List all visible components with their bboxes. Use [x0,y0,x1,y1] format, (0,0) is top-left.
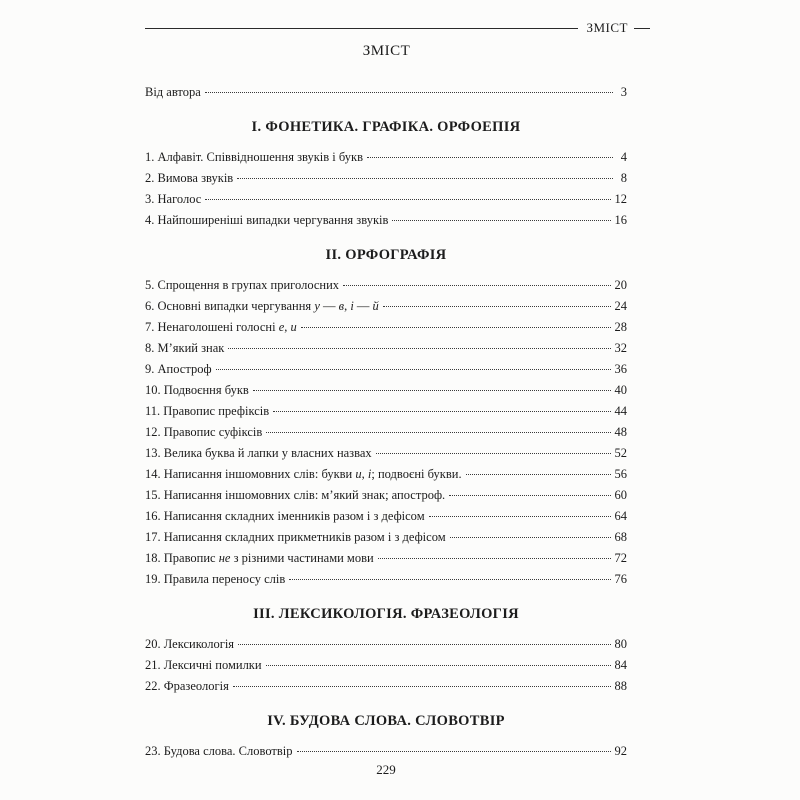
toc-entry-page: 60 [614,488,627,502]
page-title: ЗМІСТ [362,43,411,59]
section-heading: II. ОРФОГРАФІЯ [325,247,447,263]
dot-leader [383,306,611,307]
toc-entry-page: 72 [614,551,627,565]
toc-entry-page: 64 [614,509,627,523]
toc-entry[interactable] [145,527,627,548]
section-spacer [145,266,627,275]
toc-entry-title: 5. Спрощення в групах приголосних [145,278,340,292]
page-number: 229 [376,762,396,777]
toc-entry[interactable] [145,464,627,485]
dot-leader [367,157,613,158]
toc-entry-title: 15. Написання іншомовних слів: м’який знак; апостроф. [145,488,446,502]
toc-entry-page: 3 [620,85,627,99]
toc-entry-title: 14. Написання іншомовних слів: букви и, і; подвоєні букви. [145,467,462,481]
toc-entry[interactable] [145,380,627,401]
table-of-contents [145,82,627,762]
toc-entry[interactable] [145,676,627,697]
toc-entry-page: 84 [614,658,627,672]
dot-leader [216,369,611,370]
toc-entry-title: 4. Найпоширеніші випадки чергування звуків [145,213,389,227]
dot-leader [450,537,611,538]
toc-entry-page: 44 [614,404,627,418]
section-heading: IV. БУДОВА СЛОВА. СЛОВОТВІР [267,713,505,729]
dot-leader [429,516,611,517]
dot-leader [205,92,613,93]
toc-entry-title: 22. Фразеологія [145,679,229,693]
header-rule-end [634,28,650,29]
toc-entry-title: 6. Основні випадки чергування у — в, і — й [145,299,379,313]
toc-entry-page: 68 [614,530,627,544]
toc-entry-title: 21. Лексичні помилки [145,658,262,672]
section-spacer [145,590,627,603]
toc-entry[interactable] [145,655,627,676]
toc-entry[interactable] [145,296,627,317]
dot-leader [205,199,610,200]
toc-entry[interactable] [145,338,627,359]
toc-entry-page: 32 [614,341,627,355]
header-rule [145,28,578,29]
toc-entry-page: 80 [614,637,627,651]
running-title: ЗМІСТ [586,20,628,35]
toc-entry-title: 13. Велика буква й лапки у власних назвах [145,446,372,460]
toc-entry-page: 20 [614,278,627,292]
section-spacer [145,732,627,741]
toc-entry-title: 18. Правопис не з різними частинами мови [145,551,374,565]
dot-leader [238,644,610,645]
toc-entry-title: 1. Алфавіт. Співвідношення звуків і букв [145,150,364,164]
toc-entry[interactable] [145,168,627,189]
toc-entry[interactable] [145,569,627,590]
toc-entry[interactable] [145,485,627,506]
toc-entry-title: 16. Написання складних іменників разом і з дефісом [145,509,425,523]
toc-entry-page: 4 [620,150,627,164]
toc-entry[interactable] [145,317,627,338]
section-heading: I. ФОНЕТИКА. ГРАФІКА. ОРФОЕПІЯ [251,119,521,135]
toc-entry-title: 23. Будова слова. Словотвір [145,744,293,758]
toc-entry[interactable] [145,275,627,296]
dot-leader [237,178,613,179]
toc-entry-page: 92 [614,744,627,758]
toc-entry[interactable] [145,443,627,464]
section-spacer [145,697,627,710]
dot-leader [392,220,610,221]
toc-entry-page: 76 [614,572,627,586]
dot-leader [449,495,610,496]
toc-entry-title: 3. Наголос [145,192,202,206]
toc-entry-title: 8. М’який знак [145,341,225,355]
toc-entry-page: 24 [614,299,627,313]
toc-entry[interactable] [145,359,627,380]
dot-leader [289,579,610,580]
toc-entry-page: 8 [620,171,627,185]
toc-entry-page: 16 [614,213,627,227]
section-spacer [145,231,627,244]
dot-leader [253,390,611,391]
toc-entry[interactable] [145,210,627,231]
toc-entry-title: 9. Апостроф [145,362,212,376]
toc-entry[interactable] [145,147,627,168]
dot-leader [343,285,610,286]
dot-leader [266,665,611,666]
toc-entry-page: 36 [614,362,627,376]
toc-entry[interactable] [145,189,627,210]
toc-entry-page: 40 [614,383,627,397]
toc-entry[interactable] [145,401,627,422]
dot-leader [228,348,610,349]
section-spacer [145,103,627,116]
toc-entry-title: 20. Лексикологія [145,637,235,651]
dot-leader [233,686,611,687]
toc-entry-page: 48 [614,425,627,439]
dot-leader [273,411,610,412]
toc-entry-title: 19. Правила переносу слів [145,572,286,586]
toc-entry[interactable] [145,506,627,527]
toc-entry[interactable] [145,634,627,655]
toc-entry-title: Від автора [145,85,201,99]
dot-leader [297,751,611,752]
toc-entry-preface[interactable] [145,82,627,103]
toc-entry-page: 28 [614,320,627,334]
toc-entry-title: 7. Ненаголошені голосні е, и [145,320,297,334]
toc-entry-page: 56 [614,467,627,481]
toc-entry-page: 12 [614,192,627,206]
toc-entry-title: 10. Подвоєння букв [145,383,249,397]
toc-entry[interactable] [145,548,627,569]
toc-entry[interactable] [145,422,627,443]
dot-leader [266,432,610,433]
toc-entry-title: 12. Правопис суфіксів [145,425,263,439]
section-heading: III. ЛЕКСИКОЛОГІЯ. ФРАЗЕОЛОГІЯ [253,606,519,622]
toc-entry[interactable] [145,741,627,762]
section-spacer [145,625,627,634]
toc-entry-title: 17. Написання складних прикметників разом і з дефісом [145,530,446,544]
toc-entry-page: 88 [614,679,627,693]
running-header [145,18,650,38]
dot-leader [376,453,611,454]
dot-leader [466,474,611,475]
toc-entry-title: 2. Вимова звуків [145,171,234,185]
dot-leader [301,327,611,328]
toc-entry-title: 11. Правопис префіксів [145,404,270,418]
toc-entry-page: 52 [614,446,627,460]
dot-leader [378,558,611,559]
section-spacer [145,138,627,147]
